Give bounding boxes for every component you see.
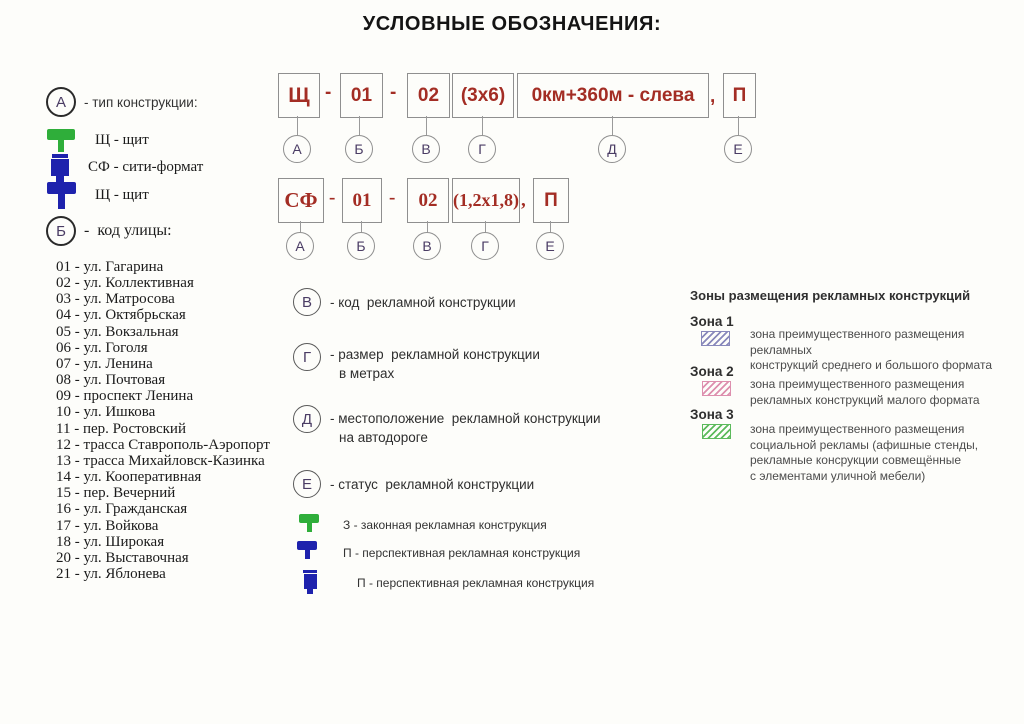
page-title: УСЛОВНЫЕ ОБОЗНАЧЕНИЯ: bbox=[362, 13, 662, 35]
street-item: 14 - ул. Кооперативная bbox=[56, 469, 202, 486]
formula1-circle-g: Г bbox=[468, 135, 496, 163]
zone-3-swatch bbox=[702, 424, 731, 439]
zone-3-name: Зона 3 bbox=[690, 407, 734, 422]
formula2-circle-a: А bbox=[286, 232, 314, 260]
street-item: 11 - пер. Ростовский bbox=[56, 420, 186, 437]
connector-line bbox=[297, 116, 298, 135]
formula2-box-type: СФ bbox=[278, 178, 324, 223]
connector-line bbox=[427, 221, 428, 232]
street-item: 13 - трасса Михайловск-Казинка bbox=[56, 452, 265, 469]
formula1-box-location: 0км+360м - слева bbox=[517, 73, 709, 118]
definition-text-g: - размер рекламной конструкции bbox=[330, 347, 540, 362]
formula1-circle-b: Б bbox=[345, 135, 373, 163]
connector-line bbox=[612, 116, 613, 135]
connector-line bbox=[738, 116, 739, 135]
street-item: 09 - проспект Ленина bbox=[56, 388, 194, 405]
connector-line bbox=[300, 221, 301, 232]
zone-1-name: Зона 1 bbox=[690, 314, 734, 329]
status-label-legal: З - законная рекламная конструкция bbox=[343, 518, 547, 532]
definition-circle-v: В bbox=[293, 288, 321, 316]
definition-circle-g: Г bbox=[293, 343, 321, 371]
billboard-post bbox=[305, 550, 310, 559]
type-label-shield: Щ - щит bbox=[95, 132, 149, 148]
street-item: 15 - пер. Вечерний bbox=[56, 485, 176, 502]
formula2-circle-e: Е bbox=[536, 232, 564, 260]
definition-text-d: - местоположение рекламной конструкции bbox=[330, 411, 601, 426]
billboard-blue-icon bbox=[47, 182, 76, 209]
billboard-post bbox=[307, 523, 312, 532]
status-cityformat-blue-icon bbox=[303, 570, 317, 594]
cityformat-cap bbox=[52, 154, 68, 158]
status-billboard-blue-icon bbox=[297, 541, 317, 559]
legend-b-letter: Б bbox=[56, 222, 66, 240]
street-item: 17 - ул. Войкова bbox=[56, 517, 159, 534]
formula1-box-status: П bbox=[723, 73, 756, 118]
definition-text-d-line2: на автодороге bbox=[339, 430, 428, 445]
street-item: 01 - ул. Гагарина bbox=[56, 259, 164, 275]
street-item: 02 - ул. Коллективная bbox=[56, 275, 194, 292]
cityformat-post bbox=[307, 589, 313, 594]
street-item: 05 - ул. Вокзальная bbox=[56, 323, 179, 340]
definition-circle-d: Д bbox=[293, 405, 321, 433]
street-item: 07 - ул. Ленина bbox=[56, 355, 153, 372]
legend-b-label: - код улицы: bbox=[84, 222, 172, 239]
billboard-panel bbox=[297, 541, 317, 550]
type-label-shield2: Щ - щит bbox=[95, 187, 149, 203]
billboard-panel bbox=[47, 182, 76, 194]
definition-text-v: - код рекламной конструкции bbox=[330, 295, 516, 310]
street-item: 16 - ул. Гражданская bbox=[56, 501, 188, 518]
connector-line bbox=[482, 116, 483, 135]
status-billboard-green-icon bbox=[299, 514, 319, 532]
formula2-box-status: П bbox=[533, 178, 569, 223]
connector-line bbox=[359, 116, 360, 135]
formula1-circle-v: В bbox=[412, 135, 440, 163]
cityformat-body bbox=[304, 574, 317, 589]
formula1-circle-e: Е bbox=[724, 135, 752, 163]
legend-a-circle bbox=[46, 87, 76, 117]
billboard-panel bbox=[47, 129, 75, 140]
formula2-circle-g: Г bbox=[471, 232, 499, 260]
connector-line bbox=[550, 221, 551, 232]
formula1-box-size: (3х6) bbox=[452, 73, 514, 118]
billboard-panel bbox=[299, 514, 319, 523]
connector-line bbox=[361, 221, 362, 232]
street-item: 21 - ул. Яблонева bbox=[56, 565, 166, 582]
formula1-circle-d: Д bbox=[598, 135, 626, 163]
connector-line bbox=[485, 221, 486, 232]
type-label-cityformat: СФ - сити-формат bbox=[88, 159, 204, 175]
formula2-circle-b: Б bbox=[347, 232, 375, 260]
formula1-sep-2: - bbox=[390, 82, 397, 103]
zone-2-description: зона преимущественного размещения рекламных конструкций малого формата bbox=[750, 377, 980, 407]
zone-2-name: Зона 2 bbox=[690, 364, 734, 379]
cityformat-body bbox=[51, 159, 69, 176]
zone-3-description: зона преимущественного размещения социальной рекламы (афишные стенды, рекламные консрукции совмещённые с элементами уличной мебели) bbox=[750, 422, 979, 483]
cityformat-cap bbox=[303, 570, 317, 573]
definition-text-g-line2: в метрах bbox=[339, 366, 395, 381]
street-item: 03 - ул. Матросова bbox=[56, 291, 175, 308]
cityformat-blue-icon bbox=[51, 154, 69, 182]
definition-circle-e: Е bbox=[293, 470, 321, 498]
street-item: 18 - ул. Широкая bbox=[56, 533, 165, 550]
legend-b-circle bbox=[46, 216, 76, 246]
street-item: 06 - ул. Гоголя bbox=[56, 339, 148, 356]
formula1-box-street: 01 bbox=[340, 73, 383, 118]
billboard-post bbox=[58, 140, 64, 152]
street-item: 04 - ул. Октябрьская bbox=[56, 307, 186, 324]
zone-1-description: зона преимущественного размещения рекламных конструкций среднего и большого формата bbox=[750, 327, 993, 372]
formula2-circle-v: В bbox=[413, 232, 441, 260]
formula1-box-type: Щ bbox=[278, 73, 320, 118]
zones-header: Зоны размещения рекламных конструкций bbox=[690, 288, 971, 303]
street-item: 20 - ул. Выставочная bbox=[56, 549, 189, 566]
legend-a-letter: А bbox=[55, 93, 66, 111]
street-item: 08 - ул. Почтовая bbox=[56, 372, 166, 389]
formula2-box-street: 01 bbox=[342, 178, 382, 223]
formula2-sep-1: - bbox=[329, 187, 336, 208]
formula2-sep-3: , bbox=[521, 190, 526, 211]
connector-line bbox=[426, 116, 427, 135]
formula1-sep-3: , bbox=[710, 86, 716, 107]
zone-2-swatch bbox=[702, 381, 731, 396]
street-list bbox=[56, 259, 270, 582]
formula2-box-size: (1,2х1,8) bbox=[452, 178, 520, 223]
billboard-post bbox=[58, 194, 65, 209]
zone-1-swatch bbox=[701, 331, 730, 346]
billboard-green-icon bbox=[47, 129, 75, 152]
formula1-circle-a: А bbox=[283, 135, 311, 163]
formula1-box-code: 02 bbox=[407, 73, 450, 118]
street-item: 12 - трасса Ставрополь-Аэропорт bbox=[56, 436, 270, 453]
formula2-sep-2: - bbox=[389, 187, 396, 208]
status-label-perspective: П - перспективная рекламная конструкция bbox=[343, 546, 581, 560]
definition-text-e: - статус рекламной конструкции bbox=[330, 477, 535, 492]
legend-a-label: - тип конструкции: bbox=[84, 95, 198, 110]
formula1-sep-1: - bbox=[325, 82, 332, 103]
street-item: 10 - ул. Ишкова bbox=[56, 404, 156, 421]
formula2-box-code: 02 bbox=[407, 178, 449, 223]
status-label-perspective-cf: П - перспективная рекламная конструкция bbox=[357, 576, 595, 590]
